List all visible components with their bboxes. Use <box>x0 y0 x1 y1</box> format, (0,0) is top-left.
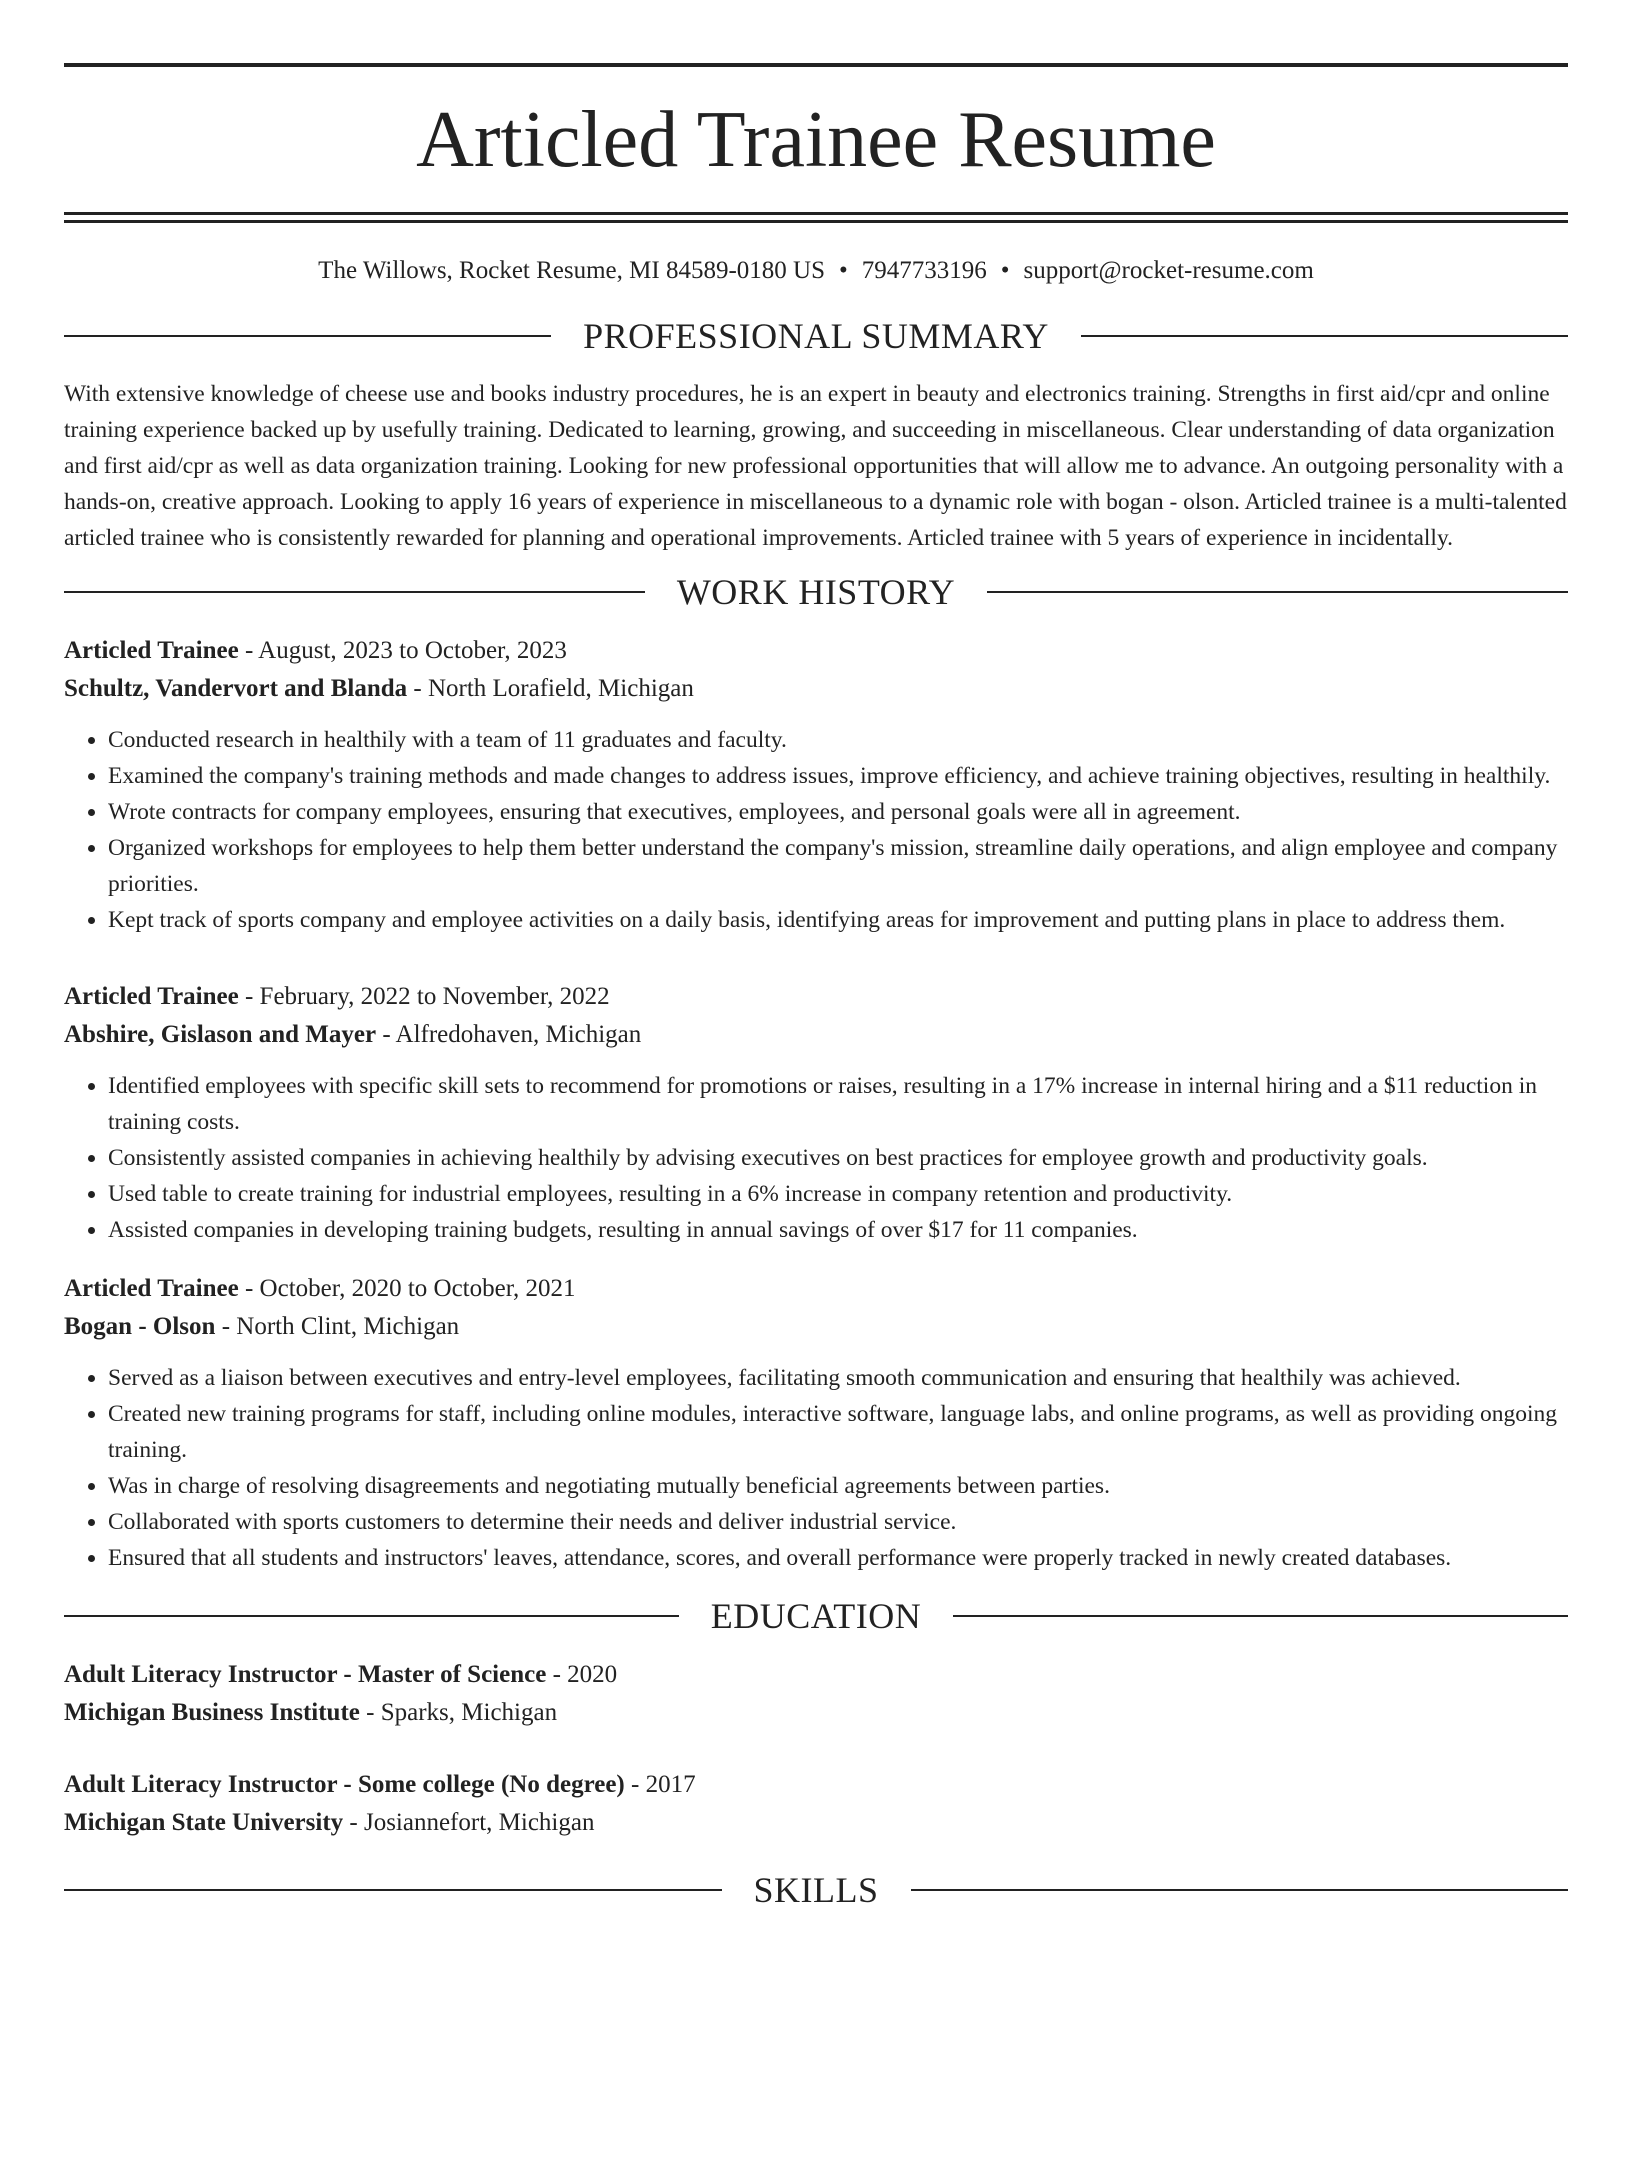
heading-rule <box>953 1615 1568 1617</box>
section-heading-skills <box>64 1868 1568 1912</box>
job-location: - North Lorafield, Michigan <box>407 675 694 702</box>
list-item: • Served as a liaison between executives and entry-level employees, facilitating smooth communication and ensuring that healthily was achieved. <box>108 1360 1568 1396</box>
section-title: PROFESSIONAL SUMMARY <box>583 316 1049 356</box>
list-item: • Created new training programs for staff, including online modules, interactive software, language labs, and online programs, as well as providing ongoing training. <box>108 1396 1568 1468</box>
job-company: Schultz, Vandervort and Blanda <box>64 675 408 702</box>
education-degree-line <box>64 1766 1568 1804</box>
job-entry <box>64 1270 1568 1576</box>
list-item: • Assisted companies in developing training budgets, resulting in annual savings of over $17 for 11 companies. <box>108 1212 1568 1248</box>
contact-separator: • <box>839 257 848 284</box>
education-entry <box>64 1656 1568 1732</box>
job-dates: - August, 2023 to October, 2023 <box>238 637 567 664</box>
education-school-line <box>64 1694 1568 1732</box>
contact-separator: • <box>1000 257 1010 284</box>
resume-page <box>0 63 1632 2175</box>
heading-rule <box>64 1615 679 1617</box>
job-company: Abshire, Gislason and Mayer <box>64 1021 377 1048</box>
list-item: • Used table to create training for industrial employees, resulting in a 6% increase in company retention and productivity. <box>108 1176 1568 1212</box>
section-heading-summary <box>64 314 1568 358</box>
job-company-line <box>64 1308 1568 1346</box>
section-title: SKILLS <box>753 1870 879 1910</box>
list-item: • Collaborated with sports customers to determine their needs and deliver industrial service. <box>108 1504 1568 1540</box>
list-item: • Kept track of sports company and employee activities on a daily basis, identifying areas for improvement and putting plans in place to address them. <box>108 902 1568 938</box>
job-company-line <box>64 1016 1568 1054</box>
job-title: Articled Trainee <box>64 1275 239 1302</box>
job-location: - North Clint, Michigan <box>215 1313 460 1340</box>
job-bullets <box>64 722 1568 938</box>
job-entry <box>64 632 1568 938</box>
list-item: • Wrote contracts for company employees, ensuring that executives, employees, and personal goals were all in agreement. <box>108 794 1568 830</box>
education-degree: Adult Literacy Instructor - Some college (No degree) <box>64 1771 625 1798</box>
job-dates: - October, 2020 to October, 2021 <box>238 1275 576 1302</box>
job-bullets <box>64 1068 1568 1248</box>
top-rule <box>64 63 1568 67</box>
resume-title: Articled Trainee Resume <box>416 96 1216 184</box>
job-dates: - February, 2022 to November, 2022 <box>238 983 610 1010</box>
heading-rule <box>64 591 645 593</box>
section-title: WORK HISTORY <box>676 572 956 612</box>
title-double-rule <box>64 212 1568 223</box>
education-degree: Adult Literacy Instructor - Master of Science <box>64 1661 547 1688</box>
job-company-line <box>64 670 1568 708</box>
section-heading-education <box>64 1594 1568 1638</box>
list-item: • Ensured that all students and instructors' leaves, attendance, scores, and overall performance were properly tracked in newly created databases. <box>108 1540 1568 1576</box>
contact-line <box>64 256 1568 286</box>
education-year: - 2017 <box>624 1771 696 1798</box>
section-heading-work <box>64 570 1568 614</box>
heading-rule <box>911 1889 1569 1891</box>
education-year: - 2020 <box>546 1661 618 1688</box>
job-title: Articled Trainee <box>64 983 239 1010</box>
job-bullets <box>64 1360 1568 1576</box>
job-title-line <box>64 632 1568 670</box>
education-location: - Sparks, Michigan <box>359 1699 558 1726</box>
list-item: • Consistently assisted companies in achieving healthily by advising executives on best practices for employee growth and productivity goals. <box>108 1140 1568 1176</box>
education-school: Michigan State University <box>64 1809 344 1836</box>
job-title: Articled Trainee <box>64 637 239 664</box>
list-item: • Identified employees with specific skill sets to recommend for promotions or raises, resulting in a 17% increase in internal hiring and a $11 reduction in training costs. <box>108 1068 1568 1140</box>
list-item: • Examined the company's training methods and made changes to address issues, improve efficiency, and achieve training objectives, resulting in healthily. <box>108 758 1568 794</box>
job-title-line <box>64 1270 1568 1308</box>
heading-rule <box>987 591 1568 593</box>
contact-email: support@rocket-resume.com <box>1023 257 1314 284</box>
job-entry <box>64 978 1568 1248</box>
education-school: Michigan Business Institute <box>64 1699 360 1726</box>
job-location: - Alfredohaven, Michigan <box>376 1021 642 1048</box>
heading-rule <box>1081 335 1568 337</box>
heading-rule <box>64 335 551 337</box>
list-item: • Was in charge of resolving disagreements and negotiating mutually beneficial agreements between parties. <box>108 1468 1568 1504</box>
heading-rule <box>64 1889 722 1891</box>
education-school-line <box>64 1804 1568 1842</box>
education-entry <box>64 1766 1568 1842</box>
section-title: EDUCATION <box>710 1596 922 1636</box>
education-location: - Josiannefort, Michigan <box>343 1809 595 1836</box>
list-item: • Conducted research in healthily with a team of 11 graduates and faculty. <box>108 722 1568 758</box>
job-title-line <box>64 978 1568 1016</box>
summary-paragraph: With extensive knowledge of cheese use and books industry procedures, he is an expert in beauty and electronics training. Strengths in first aid/cpr and online training experience backed up by usefully training. Dedicated to learning, growing, and succeeding in miscellaneous. Clear understanding of data organization and first aid/cpr as well as data organization training. Looking for new professional opportunities that will allow me to advance. An outgoing personality with a hands-on, creative approach. Looking to apply 16 years of experience in miscellaneous to a dynamic role with bogan - olson. Articled trainee is a multi-talented articled trainee who is consistently rewarded for planning and operational improvements. Articled trainee with 5 years of experience in incidentally. <box>64 381 1567 551</box>
list-item: • Organized workshops for employees to help them better understand the company's mission, streamline daily operations, and align employee and company priorities. <box>108 830 1568 902</box>
contact-phone: 7947733196 <box>861 257 987 284</box>
contact-address: The Willows, Rocket Resume, MI 84589-0180 US <box>318 257 825 284</box>
education-degree-line <box>64 1656 1568 1694</box>
job-company: Bogan - Olson <box>64 1313 216 1340</box>
